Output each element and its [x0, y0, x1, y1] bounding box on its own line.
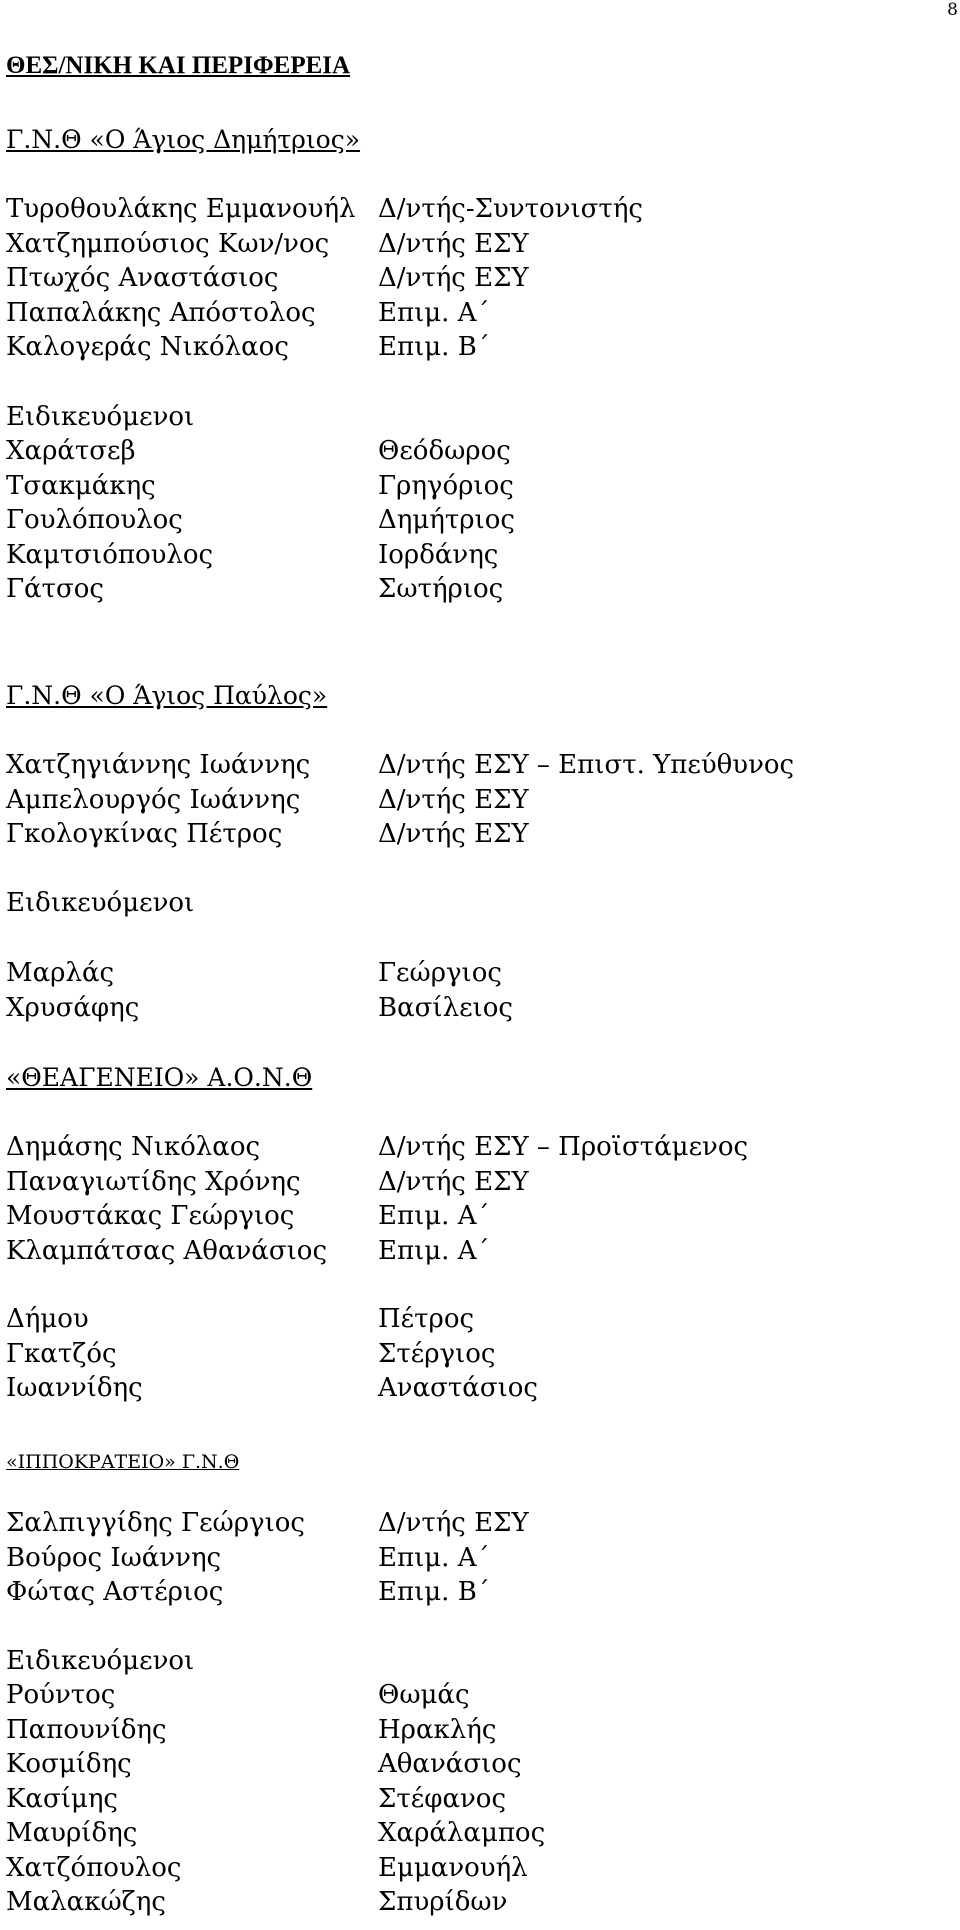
staff-names: [6, 1130, 327, 1268]
staff-role: Δ/ντής ΕΣΥ – Προϊστάμενος: [378, 1132, 749, 1162]
residents-label-text: Ειδικευόμενοι: [6, 888, 195, 918]
staff-roles: [378, 192, 643, 365]
resident-surname: Μαρλάς: [6, 958, 115, 988]
staff-roles: [378, 1506, 529, 1610]
resident-surname: Δήμου: [6, 1304, 89, 1334]
residents-label: [6, 400, 194, 435]
staff-name: Βούρος Ιωάννης: [6, 1542, 222, 1573]
resident-surname: Γάτσος: [6, 574, 104, 604]
region-heading: ΘΕΣ/ΝΙΚΗ ΚΑΙ ΠΕΡΙΦΕΡΕΙΑ: [6, 52, 351, 79]
resident-surname: Γουλόπουλος: [6, 505, 183, 535]
resident-surname: Παπουνίδης: [6, 1714, 167, 1745]
staff-role: Δ/ντής ΕΣΥ: [378, 228, 529, 259]
resident-first-names: [378, 1302, 538, 1406]
residents-label: [6, 1644, 194, 1679]
staff-name: Χατζηγιάννης Ιωάννης: [6, 750, 311, 780]
section-title: «ΙΠΠΟΚΡΑΤΕΙΟ» Γ.Ν.Θ: [6, 1451, 240, 1473]
resident-surname: Ιωαννίδης: [6, 1373, 143, 1403]
page-number: 8: [947, 0, 958, 20]
residents-label: [6, 886, 194, 921]
resident-first-name: Αθανάσιος: [378, 1749, 522, 1779]
staff-name: Σαλπιγγίδης Γεώργιος: [6, 1508, 305, 1538]
resident-first-names: [378, 956, 513, 1025]
resident-surname: Μαυρίδης: [6, 1818, 138, 1848]
resident-surnames: [6, 956, 139, 1025]
resident-first-name: Γεώργιος: [378, 958, 502, 988]
resident-surname: Ρούντος: [6, 1680, 116, 1710]
resident-surnames: [6, 434, 213, 607]
staff-name: Παναγιωτίδης Χρόνης: [6, 1166, 301, 1197]
staff-name: Πτωχός Αναστάσιος: [6, 263, 279, 293]
resident-first-name: Βασίλειος: [378, 992, 513, 1023]
resident-surname: Μαλακώζης: [6, 1887, 166, 1917]
staff-name: Γκολογκίνας Πέτρος: [6, 819, 283, 849]
staff-role: Δ/ντής ΕΣΥ: [378, 819, 529, 849]
staff-role: Δ/ντής ΕΣΥ: [378, 784, 529, 815]
resident-first-name: Χαράλαμπος: [378, 1818, 546, 1848]
resident-first-name: Ιορδάνης: [378, 539, 499, 570]
staff-role: Δ/ντής ΕΣΥ: [378, 1508, 529, 1538]
staff-name: Παπαλάκης Απόστολος: [6, 297, 316, 328]
resident-first-name: Θωμάς: [378, 1680, 470, 1710]
resident-surname: Κοσμίδης: [6, 1749, 132, 1779]
resident-surnames: [6, 1678, 181, 1920]
resident-first-name: Δημήτριος: [378, 505, 515, 535]
staff-name: Δημάσης Νικόλαος: [6, 1132, 261, 1162]
staff-names: [6, 748, 310, 852]
staff-role: Δ/ντής ΕΣΥ – Επιστ. Υπεύθυνος: [378, 750, 795, 780]
staff-role: Επιμ. Α΄: [378, 297, 490, 328]
resident-first-name: Στέφανος: [378, 1783, 507, 1814]
staff-name: Τυροθουλάκης Εμμανουήλ: [6, 194, 356, 224]
staff-role: Επιμ. Α΄: [378, 1542, 490, 1573]
resident-surnames: [6, 1302, 143, 1406]
resident-first-name: Αναστάσιος: [378, 1373, 538, 1403]
section-title: Γ.Ν.Θ «Ο Άγιος Δημήτριος»: [6, 125, 361, 154]
section-title: «ΘΕΑΓΕΝΕΙΟ» Α.Ο.Ν.Θ: [6, 1063, 313, 1092]
staff-role: Δ/ντής ΕΣΥ: [378, 263, 529, 293]
staff-roles: [378, 1130, 748, 1268]
resident-first-names: [378, 434, 515, 607]
residents-label-text: Ειδικευόμενοι: [6, 402, 195, 432]
staff-roles: [378, 748, 794, 852]
resident-surname: Χρυσάφης: [6, 992, 140, 1023]
resident-surname: Κασίμης: [6, 1783, 118, 1814]
staff-role: Δ/ντής ΕΣΥ: [378, 1166, 529, 1197]
resident-surname: Γκατζός: [6, 1338, 117, 1369]
staff-names: [6, 192, 356, 365]
resident-first-names: [378, 1678, 545, 1920]
resident-surname: Καμτσιόπουλος: [6, 539, 214, 570]
staff-names: [6, 1506, 305, 1610]
staff-name: Καλογεράς Νικόλαος: [6, 332, 289, 362]
staff-name: Αμπελουργός Ιωάννης: [6, 784, 301, 815]
residents-label-text: Ειδικευόμενοι: [6, 1646, 195, 1676]
staff-name: Μουστάκας Γεώργιος: [6, 1201, 295, 1231]
resident-first-name: Θεόδωρος: [378, 436, 511, 466]
resident-first-name: Εμμανουήλ: [378, 1852, 528, 1883]
resident-surname: Χατζόπουλος: [6, 1852, 182, 1883]
resident-first-name: Ηρακλής: [378, 1714, 497, 1745]
staff-role: Δ/ντής-Συντονιστής: [378, 194, 643, 224]
staff-role: Επιμ. Α΄: [378, 1201, 490, 1231]
staff-name: Κλαμπάτσας Αθανάσιος: [6, 1235, 328, 1266]
resident-first-name: Στέργιος: [378, 1338, 496, 1369]
resident-surname: Χαράτσεβ: [6, 436, 136, 466]
resident-first-name: Πέτρος: [378, 1304, 475, 1334]
resident-first-name: Γρηγόριος: [378, 470, 514, 501]
section-title: Γ.Ν.Θ «Ο Άγιος Παύλος»: [6, 681, 328, 710]
staff-name: Φώτας Αστέριος: [6, 1577, 224, 1607]
staff-role: Επιμ. Β΄: [378, 332, 490, 362]
resident-surname: Τσακμάκης: [6, 470, 156, 501]
staff-name: Χατζημπούσιος Κων/νος: [6, 228, 330, 259]
staff-role: Επιμ. Β΄: [378, 1577, 490, 1607]
resident-first-name: Σωτήριος: [378, 574, 504, 604]
resident-first-name: Σπυρίδων: [378, 1887, 508, 1917]
staff-role: Επιμ. Α΄: [378, 1235, 490, 1266]
